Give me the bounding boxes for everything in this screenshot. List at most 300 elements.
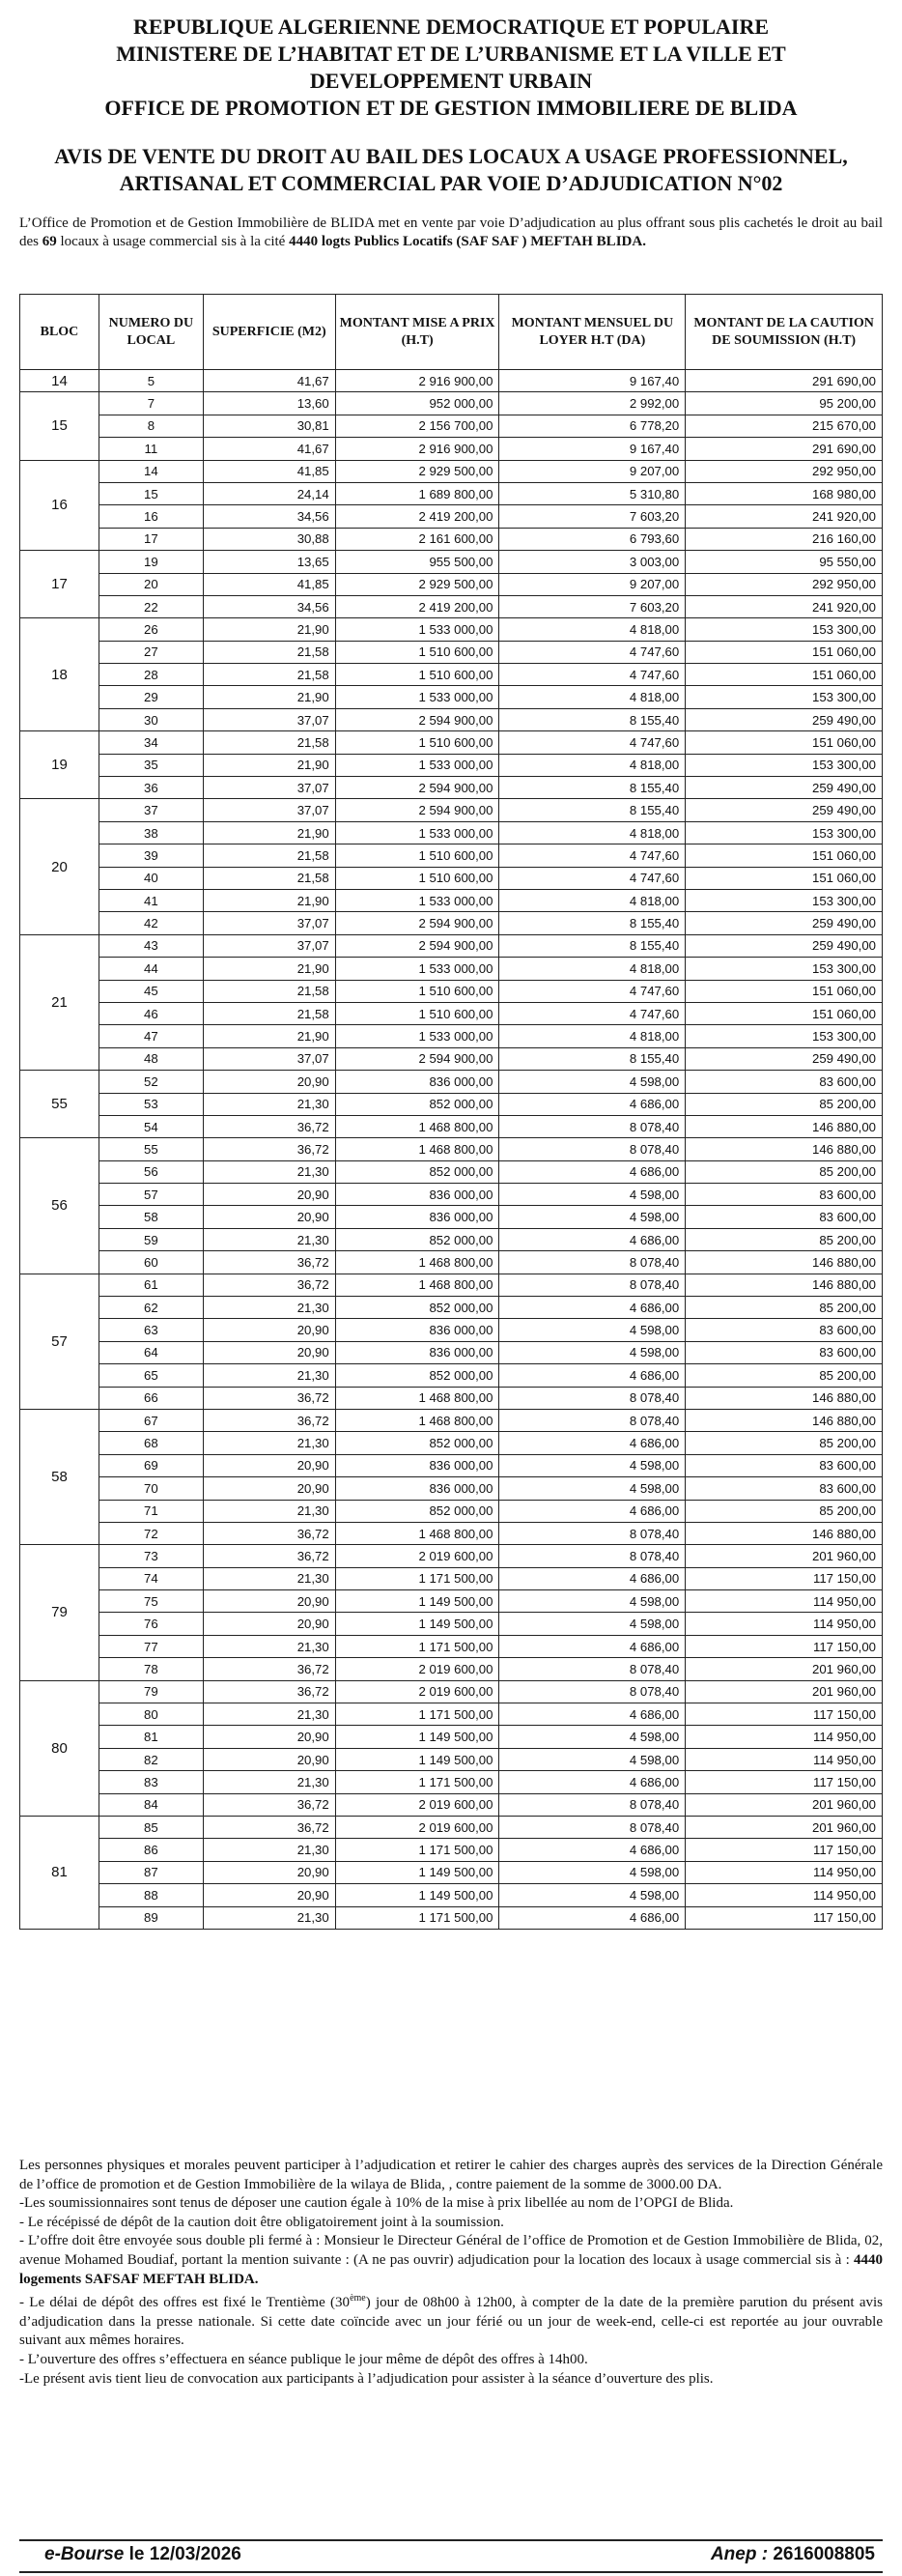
local-number-cell: 74 bbox=[99, 1567, 203, 1589]
superficie-cell: 41,85 bbox=[203, 573, 335, 595]
superficie-cell: 21,30 bbox=[203, 1432, 335, 1454]
table-row bbox=[20, 958, 883, 980]
caution-cell: 85 200,00 bbox=[686, 1297, 883, 1319]
table-row bbox=[20, 1906, 883, 1929]
local-number-cell: 79 bbox=[99, 1680, 203, 1703]
loyer-cell: 2 992,00 bbox=[499, 392, 686, 415]
table-row bbox=[20, 551, 883, 573]
superficie-cell: 37,07 bbox=[203, 1047, 335, 1070]
table-row bbox=[20, 1138, 883, 1160]
table-row bbox=[20, 505, 883, 528]
caution-cell: 117 150,00 bbox=[686, 1771, 883, 1793]
table-row bbox=[20, 889, 883, 911]
superficie-cell: 37,07 bbox=[203, 777, 335, 799]
bloc-cell: 16 bbox=[20, 460, 99, 551]
table-row bbox=[20, 1748, 883, 1770]
publication-source: e-Bourse bbox=[44, 2544, 125, 2564]
caution-cell: 153 300,00 bbox=[686, 686, 883, 708]
superficie-cell: 21,30 bbox=[203, 1567, 335, 1589]
condition-5-text-b: ) jour de 08h00 à 12h00, à compter de la date de la première parution du présent avis d’adjudication dans la presse nationale. Si cette date coïncide avec un jour férié ou un jour de week-end, celle-ci est reportée au jour ouvrable suivant aux mêmes horaires. bbox=[19, 2295, 883, 2349]
condition-5-sup: ème bbox=[350, 2293, 366, 2304]
caution-cell: 259 490,00 bbox=[686, 934, 883, 957]
table-row bbox=[20, 415, 883, 437]
caution-cell: 151 060,00 bbox=[686, 664, 883, 686]
loyer-cell: 4 598,00 bbox=[499, 1454, 686, 1476]
table-row bbox=[20, 1093, 883, 1115]
loyer-cell: 8 078,40 bbox=[499, 1793, 686, 1816]
local-number-cell: 11 bbox=[99, 438, 203, 460]
loyer-cell: 4 747,60 bbox=[499, 867, 686, 889]
superficie-cell: 37,07 bbox=[203, 934, 335, 957]
loyer-cell: 4 818,00 bbox=[499, 618, 686, 641]
mise-a-prix-cell: 1 468 800,00 bbox=[335, 1522, 499, 1544]
superficie-cell: 21,90 bbox=[203, 958, 335, 980]
condition-1: Les personnes physiques et morales peuvent participer à l’adjudication et retirer le cahier des charges auprès des services de la Direction Générale de l’office de promotion et de Gestion Immobilière de la wilaya de Blida, , contre paiement de la somme de 3000.00 DA. bbox=[19, 2158, 883, 2192]
loyer-cell: 8 078,40 bbox=[499, 1545, 686, 1567]
table-row bbox=[20, 1297, 883, 1319]
caution-cell: 259 490,00 bbox=[686, 799, 883, 821]
loyer-cell: 4 686,00 bbox=[499, 1839, 686, 1861]
table-row bbox=[20, 1206, 883, 1228]
table-row bbox=[20, 1319, 883, 1341]
mise-a-prix-cell: 2 916 900,00 bbox=[335, 438, 499, 460]
mise-a-prix-cell: 836 000,00 bbox=[335, 1184, 499, 1206]
caution-cell: 117 150,00 bbox=[686, 1567, 883, 1589]
col-header-superficie: SUPERFICIE (M2) bbox=[203, 295, 335, 370]
mise-a-prix-cell: 1 533 000,00 bbox=[335, 821, 499, 844]
mise-a-prix-cell: 2 019 600,00 bbox=[335, 1545, 499, 1567]
mise-a-prix-cell: 2 594 900,00 bbox=[335, 799, 499, 821]
condition-5 bbox=[19, 2289, 883, 2351]
caution-cell: 151 060,00 bbox=[686, 641, 883, 663]
superficie-cell: 20,90 bbox=[203, 1861, 335, 1883]
mise-a-prix-cell: 1 510 600,00 bbox=[335, 1002, 499, 1024]
superficie-cell: 20,90 bbox=[203, 1748, 335, 1770]
local-number-cell: 88 bbox=[99, 1884, 203, 1906]
superficie-cell: 41,67 bbox=[203, 370, 335, 392]
mise-a-prix-cell: 836 000,00 bbox=[335, 1454, 499, 1476]
superficie-cell: 21,30 bbox=[203, 1297, 335, 1319]
table-row bbox=[20, 1635, 883, 1657]
table-row bbox=[20, 980, 883, 1002]
mise-a-prix-cell: 1 171 500,00 bbox=[335, 1635, 499, 1657]
local-number-cell: 89 bbox=[99, 1906, 203, 1929]
bloc-cell: 57 bbox=[20, 1274, 99, 1409]
caution-cell: 85 200,00 bbox=[686, 1432, 883, 1454]
local-number-cell: 7 bbox=[99, 392, 203, 415]
loyer-cell: 6 778,20 bbox=[499, 415, 686, 437]
loyer-cell: 4 818,00 bbox=[499, 1025, 686, 1047]
loyer-cell: 8 078,40 bbox=[499, 1387, 686, 1409]
superficie-cell: 20,90 bbox=[203, 1341, 335, 1363]
table-row bbox=[20, 1002, 883, 1024]
loyer-cell: 4 686,00 bbox=[499, 1906, 686, 1929]
superficie-cell: 21,58 bbox=[203, 1002, 335, 1024]
superficie-cell: 37,07 bbox=[203, 912, 335, 934]
table-row bbox=[20, 912, 883, 934]
caution-cell: 146 880,00 bbox=[686, 1115, 883, 1137]
superficie-cell: 41,67 bbox=[203, 438, 335, 460]
local-number-cell: 65 bbox=[99, 1364, 203, 1387]
mise-a-prix-cell: 2 594 900,00 bbox=[335, 708, 499, 730]
col-header-mise-a-prix: MONTANT MISE A PRIX (H.T) bbox=[335, 295, 499, 370]
table-row bbox=[20, 1025, 883, 1047]
mise-a-prix-cell: 1 171 500,00 bbox=[335, 1703, 499, 1726]
table-row bbox=[20, 1409, 883, 1431]
mise-a-prix-cell: 952 000,00 bbox=[335, 392, 499, 415]
table-row bbox=[20, 799, 883, 821]
loyer-cell: 4 686,00 bbox=[499, 1500, 686, 1522]
local-number-cell: 66 bbox=[99, 1387, 203, 1409]
local-number-cell: 29 bbox=[99, 686, 203, 708]
superficie-cell: 36,72 bbox=[203, 1817, 335, 1839]
superficie-cell: 21,90 bbox=[203, 1025, 335, 1047]
mise-a-prix-cell: 852 000,00 bbox=[335, 1432, 499, 1454]
local-number-cell: 43 bbox=[99, 934, 203, 957]
superficie-cell: 20,90 bbox=[203, 1884, 335, 1906]
header-line-4: OFFICE DE PROMOTION ET DE GESTION IMMOBILIERE DE BLIDA bbox=[104, 96, 798, 120]
superficie-cell: 36,72 bbox=[203, 1115, 335, 1137]
loyer-cell: 4 818,00 bbox=[499, 958, 686, 980]
table-row bbox=[20, 1658, 883, 1680]
mise-a-prix-cell: 1 149 500,00 bbox=[335, 1590, 499, 1613]
caution-cell: 241 920,00 bbox=[686, 595, 883, 617]
caution-cell: 83 600,00 bbox=[686, 1206, 883, 1228]
local-number-cell: 55 bbox=[99, 1138, 203, 1160]
mise-a-prix-cell: 1 149 500,00 bbox=[335, 1726, 499, 1748]
bottom-rule-bottom bbox=[19, 2571, 883, 2573]
local-number-cell: 59 bbox=[99, 1228, 203, 1250]
superficie-cell: 37,07 bbox=[203, 708, 335, 730]
superficie-cell: 21,58 bbox=[203, 980, 335, 1002]
local-number-cell: 41 bbox=[99, 889, 203, 911]
local-number-cell: 28 bbox=[99, 664, 203, 686]
mise-a-prix-cell: 1 149 500,00 bbox=[335, 1861, 499, 1883]
table-row bbox=[20, 1477, 883, 1500]
caution-cell: 114 950,00 bbox=[686, 1726, 883, 1748]
mise-a-prix-cell: 1 510 600,00 bbox=[335, 980, 499, 1002]
superficie-cell: 37,07 bbox=[203, 799, 335, 821]
loyer-cell: 8 078,40 bbox=[499, 1274, 686, 1296]
publication-date: le 12/03/2026 bbox=[124, 2544, 241, 2564]
local-number-cell: 44 bbox=[99, 958, 203, 980]
caution-cell: 153 300,00 bbox=[686, 958, 883, 980]
loyer-cell: 4 598,00 bbox=[499, 1748, 686, 1770]
mise-a-prix-cell: 852 000,00 bbox=[335, 1297, 499, 1319]
local-number-cell: 81 bbox=[99, 1726, 203, 1748]
mise-a-prix-cell: 1 171 500,00 bbox=[335, 1771, 499, 1793]
loyer-cell: 8 078,40 bbox=[499, 1138, 686, 1160]
caution-cell: 114 950,00 bbox=[686, 1590, 883, 1613]
table-row bbox=[20, 686, 883, 708]
superficie-cell: 24,14 bbox=[203, 482, 335, 504]
table-row bbox=[20, 1341, 883, 1363]
mise-a-prix-cell: 1 171 500,00 bbox=[335, 1567, 499, 1589]
intro-text-2: locaux à usage commercial sis à la cité bbox=[56, 234, 290, 249]
superficie-cell: 36,72 bbox=[203, 1522, 335, 1544]
mise-a-prix-cell: 2 929 500,00 bbox=[335, 460, 499, 482]
col-header-caution: MONTANT DE LA CAUTION DE SOUMISSION (H.T) bbox=[686, 295, 883, 370]
intro-paragraph bbox=[19, 215, 883, 251]
loyer-cell: 8 078,40 bbox=[499, 1115, 686, 1137]
caution-cell: 117 150,00 bbox=[686, 1839, 883, 1861]
notice-title bbox=[39, 143, 863, 197]
loyer-cell: 8 155,40 bbox=[499, 912, 686, 934]
superficie-cell: 21,30 bbox=[203, 1703, 335, 1726]
local-number-cell: 8 bbox=[99, 415, 203, 437]
loyer-cell: 4 598,00 bbox=[499, 1884, 686, 1906]
bloc-cell: 58 bbox=[20, 1409, 99, 1544]
superficie-cell: 21,90 bbox=[203, 618, 335, 641]
col-header-loyer: MONTANT MENSUEL DU LOYER H.T (DA) bbox=[499, 295, 686, 370]
local-number-cell: 14 bbox=[99, 460, 203, 482]
caution-cell: 168 980,00 bbox=[686, 482, 883, 504]
mise-a-prix-cell: 2 019 600,00 bbox=[335, 1680, 499, 1703]
mise-a-prix-cell: 836 000,00 bbox=[335, 1341, 499, 1363]
condition-5-text-a: - Le délai de dépôt des offres est fixé le Trentième (30 bbox=[19, 2295, 351, 2311]
caution-cell: 83 600,00 bbox=[686, 1454, 883, 1476]
superficie-cell: 36,72 bbox=[203, 1251, 335, 1274]
superficie-cell: 21,30 bbox=[203, 1160, 335, 1183]
mise-a-prix-cell: 1 149 500,00 bbox=[335, 1748, 499, 1770]
bloc-cell: 55 bbox=[20, 1071, 99, 1138]
loyer-cell: 4 598,00 bbox=[499, 1861, 686, 1883]
table-row bbox=[20, 1567, 883, 1589]
local-number-cell: 70 bbox=[99, 1477, 203, 1500]
mise-a-prix-cell: 852 000,00 bbox=[335, 1364, 499, 1387]
caution-cell: 292 950,00 bbox=[686, 460, 883, 482]
mise-a-prix-cell: 1 533 000,00 bbox=[335, 754, 499, 776]
col-header-local: NUMERO DU LOCAL bbox=[99, 295, 203, 370]
mise-a-prix-cell: 1 468 800,00 bbox=[335, 1409, 499, 1431]
mise-a-prix-cell: 1 171 500,00 bbox=[335, 1906, 499, 1929]
table-row bbox=[20, 934, 883, 957]
mise-a-prix-cell: 852 000,00 bbox=[335, 1160, 499, 1183]
table-row bbox=[20, 821, 883, 844]
header-line-2: MINISTERE DE L’HABITAT ET DE L’URBANISME ET LA VILLE ET bbox=[116, 42, 786, 66]
caution-cell: 151 060,00 bbox=[686, 731, 883, 754]
loyer-cell: 4 818,00 bbox=[499, 821, 686, 844]
anep-label: Anep : bbox=[710, 2544, 774, 2564]
superficie-cell: 21,58 bbox=[203, 867, 335, 889]
table-row bbox=[20, 1387, 883, 1409]
local-number-cell: 57 bbox=[99, 1184, 203, 1206]
superficie-cell: 21,90 bbox=[203, 821, 335, 844]
local-number-cell: 58 bbox=[99, 1206, 203, 1228]
local-number-cell: 56 bbox=[99, 1160, 203, 1183]
caution-cell: 241 920,00 bbox=[686, 505, 883, 528]
caution-cell: 201 960,00 bbox=[686, 1545, 883, 1567]
local-number-cell: 73 bbox=[99, 1545, 203, 1567]
intro-text-1: L’Office de Promotion et de Gestion Immobilière de BLIDA met en vente par voie D’adjudication au plus offrant sous plis cachetés le droit au bail des bbox=[19, 215, 883, 249]
loyer-cell: 4 686,00 bbox=[499, 1364, 686, 1387]
superficie-cell: 36,72 bbox=[203, 1658, 335, 1680]
local-number-cell: 86 bbox=[99, 1839, 203, 1861]
table-row bbox=[20, 1613, 883, 1635]
superficie-cell: 20,90 bbox=[203, 1726, 335, 1748]
loyer-cell: 4 686,00 bbox=[499, 1635, 686, 1657]
table-row bbox=[20, 1839, 883, 1861]
local-number-cell: 76 bbox=[99, 1613, 203, 1635]
caution-cell: 85 200,00 bbox=[686, 1093, 883, 1115]
caution-cell: 153 300,00 bbox=[686, 1025, 883, 1047]
table-header-row bbox=[20, 295, 883, 370]
superficie-cell: 30,81 bbox=[203, 415, 335, 437]
local-number-cell: 39 bbox=[99, 844, 203, 867]
mise-a-prix-cell: 1 533 000,00 bbox=[335, 686, 499, 708]
caution-cell: 95 550,00 bbox=[686, 551, 883, 573]
local-number-cell: 35 bbox=[99, 754, 203, 776]
table-row bbox=[20, 370, 883, 392]
anep-number: 2616008805 bbox=[773, 2544, 875, 2564]
table-row bbox=[20, 618, 883, 641]
caution-cell: 146 880,00 bbox=[686, 1522, 883, 1544]
loyer-cell: 4 686,00 bbox=[499, 1297, 686, 1319]
institution-header bbox=[39, 14, 863, 122]
mise-a-prix-cell: 1 533 000,00 bbox=[335, 618, 499, 641]
superficie-cell: 21,90 bbox=[203, 754, 335, 776]
mise-a-prix-cell: 836 000,00 bbox=[335, 1071, 499, 1093]
local-number-cell: 77 bbox=[99, 1635, 203, 1657]
superficie-cell: 30,88 bbox=[203, 528, 335, 550]
caution-cell: 85 200,00 bbox=[686, 1364, 883, 1387]
superficie-cell: 21,30 bbox=[203, 1093, 335, 1115]
mise-a-prix-cell: 2 419 200,00 bbox=[335, 595, 499, 617]
mise-a-prix-cell: 1 468 800,00 bbox=[335, 1251, 499, 1274]
loyer-cell: 4 686,00 bbox=[499, 1093, 686, 1115]
mise-a-prix-cell: 852 000,00 bbox=[335, 1500, 499, 1522]
local-number-cell: 37 bbox=[99, 799, 203, 821]
local-number-cell: 30 bbox=[99, 708, 203, 730]
loyer-cell: 4 747,60 bbox=[499, 731, 686, 754]
loyer-cell: 4 598,00 bbox=[499, 1206, 686, 1228]
loyer-cell: 4 747,60 bbox=[499, 664, 686, 686]
table-row bbox=[20, 1071, 883, 1093]
local-number-cell: 54 bbox=[99, 1115, 203, 1137]
loyer-cell: 8 078,40 bbox=[499, 1251, 686, 1274]
table-row bbox=[20, 1771, 883, 1793]
condition-7: -Le présent avis tient lieu de convocation aux participants à l’adjudication pour assister à la séance d’ouverture des plis. bbox=[19, 2370, 714, 2387]
mise-a-prix-cell: 1 510 600,00 bbox=[335, 731, 499, 754]
caution-cell: 114 950,00 bbox=[686, 1613, 883, 1635]
bloc-cell: 19 bbox=[20, 731, 99, 799]
loyer-cell: 4 747,60 bbox=[499, 1002, 686, 1024]
loyer-cell: 7 603,20 bbox=[499, 505, 686, 528]
caution-cell: 151 060,00 bbox=[686, 1002, 883, 1024]
title-line-1: AVIS DE VENTE DU DROIT AU BAIL DES LOCAUX A USAGE PROFESSIONNEL, bbox=[54, 144, 848, 168]
intro-site: 4440 logts Publics Locatifs (SAF SAF ) MEFTAH BLIDA. bbox=[289, 234, 646, 249]
local-number-cell: 71 bbox=[99, 1500, 203, 1522]
loyer-cell: 8 155,40 bbox=[499, 934, 686, 957]
caution-cell: 216 160,00 bbox=[686, 528, 883, 550]
caution-cell: 259 490,00 bbox=[686, 708, 883, 730]
table-row bbox=[20, 392, 883, 415]
loyer-cell: 8 078,40 bbox=[499, 1680, 686, 1703]
bottom-rule-top bbox=[19, 2539, 883, 2541]
mise-a-prix-cell: 1 149 500,00 bbox=[335, 1884, 499, 1906]
superficie-cell: 13,65 bbox=[203, 551, 335, 573]
loyer-cell: 4 598,00 bbox=[499, 1071, 686, 1093]
table-row bbox=[20, 1817, 883, 1839]
table-row bbox=[20, 1861, 883, 1883]
local-number-cell: 48 bbox=[99, 1047, 203, 1070]
mise-a-prix-cell: 1 510 600,00 bbox=[335, 664, 499, 686]
caution-cell: 85 200,00 bbox=[686, 1500, 883, 1522]
table-row bbox=[20, 1047, 883, 1070]
superficie-cell: 34,56 bbox=[203, 505, 335, 528]
bloc-cell: 17 bbox=[20, 551, 99, 618]
caution-cell: 151 060,00 bbox=[686, 844, 883, 867]
superficie-cell: 34,56 bbox=[203, 595, 335, 617]
local-number-cell: 67 bbox=[99, 1409, 203, 1431]
table-row bbox=[20, 1454, 883, 1476]
superficie-cell: 21,30 bbox=[203, 1228, 335, 1250]
superficie-cell: 20,90 bbox=[203, 1590, 335, 1613]
mise-a-prix-cell: 1 171 500,00 bbox=[335, 1839, 499, 1861]
table-row bbox=[20, 777, 883, 799]
local-number-cell: 17 bbox=[99, 528, 203, 550]
local-number-cell: 27 bbox=[99, 641, 203, 663]
caution-cell: 146 880,00 bbox=[686, 1387, 883, 1409]
superficie-cell: 20,90 bbox=[203, 1206, 335, 1228]
intro-count: 69 bbox=[42, 234, 57, 249]
local-number-cell: 72 bbox=[99, 1522, 203, 1544]
loyer-cell: 4 686,00 bbox=[499, 1228, 686, 1250]
mise-a-prix-cell: 1 533 000,00 bbox=[335, 958, 499, 980]
caution-cell: 114 950,00 bbox=[686, 1748, 883, 1770]
caution-cell: 151 060,00 bbox=[686, 980, 883, 1002]
superficie-cell: 20,90 bbox=[203, 1477, 335, 1500]
superficie-cell: 21,58 bbox=[203, 641, 335, 663]
loyer-cell: 4 818,00 bbox=[499, 686, 686, 708]
table-row bbox=[20, 1115, 883, 1137]
superficie-cell: 36,72 bbox=[203, 1793, 335, 1816]
loyer-cell: 7 603,20 bbox=[499, 595, 686, 617]
loyer-cell: 8 155,40 bbox=[499, 799, 686, 821]
caution-cell: 83 600,00 bbox=[686, 1341, 883, 1363]
mise-a-prix-cell: 1 533 000,00 bbox=[335, 1025, 499, 1047]
conditions-text bbox=[19, 2157, 883, 2389]
loyer-cell: 4 598,00 bbox=[499, 1477, 686, 1500]
local-number-cell: 19 bbox=[99, 551, 203, 573]
loyer-cell: 4 598,00 bbox=[499, 1341, 686, 1363]
caution-cell: 291 690,00 bbox=[686, 370, 883, 392]
table-row bbox=[20, 1703, 883, 1726]
loyer-cell: 4 598,00 bbox=[499, 1726, 686, 1748]
superficie-cell: 21,58 bbox=[203, 664, 335, 686]
condition-4-site: 4440 logements SAFSAF MEFTAH BLIDA. bbox=[19, 2251, 883, 2287]
local-number-cell: 83 bbox=[99, 1771, 203, 1793]
caution-cell: 146 880,00 bbox=[686, 1138, 883, 1160]
local-number-cell: 45 bbox=[99, 980, 203, 1002]
table-row bbox=[20, 1590, 883, 1613]
local-number-cell: 26 bbox=[99, 618, 203, 641]
table-row bbox=[20, 1680, 883, 1703]
caution-cell: 83 600,00 bbox=[686, 1319, 883, 1341]
loyer-cell: 8 155,40 bbox=[499, 1047, 686, 1070]
local-number-cell: 34 bbox=[99, 731, 203, 754]
table-row bbox=[20, 664, 883, 686]
loyer-cell: 4 598,00 bbox=[499, 1590, 686, 1613]
bloc-cell: 79 bbox=[20, 1545, 99, 1680]
local-number-cell: 61 bbox=[99, 1274, 203, 1296]
mise-a-prix-cell: 2 929 500,00 bbox=[335, 573, 499, 595]
mise-a-prix-cell: 1 468 800,00 bbox=[335, 1138, 499, 1160]
local-number-cell: 22 bbox=[99, 595, 203, 617]
superficie-cell: 41,85 bbox=[203, 460, 335, 482]
caution-cell: 153 300,00 bbox=[686, 754, 883, 776]
table-row bbox=[20, 1274, 883, 1296]
